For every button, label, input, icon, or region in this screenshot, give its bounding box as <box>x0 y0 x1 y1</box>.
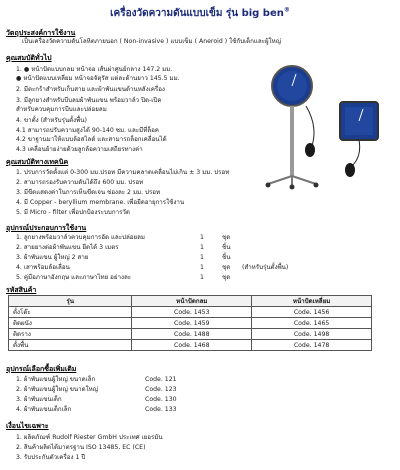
feature-item: 4.3 เคลื่อนย้ายง่ายด้วยลูกล้อความเสถียรทางค่า <box>16 146 143 153</box>
table-cell: ติดราง <box>9 329 132 340</box>
feature-item: 1. ● หน้าปัดแบบกลม หน้าจอ เส้นผ่าศูนย์กลาง 147.2 มม. <box>16 66 173 73</box>
technical-item: 5. มี Micro - filter เพื่อปกป้องระบบการวัด <box>16 209 130 216</box>
table-cell: Code. 1453 <box>132 307 252 318</box>
optional-label: 1. ผ้าพันแขนผู้ใหญ่ ขนาดเล็ก <box>16 376 96 383</box>
accessory-qty: 1 <box>200 254 204 261</box>
accessory-note: (สำหรับรุ่นตั้งพื้น) <box>242 264 289 271</box>
round-gauge-icon <box>266 66 319 190</box>
table-cell: Code. 1478 <box>252 340 372 351</box>
standard-item: 1. ผลิตภัณฑ์ Rudolf Riester GmbH ประเทศ เยอรมัน <box>16 434 163 441</box>
accessory-qty: 1 <box>200 264 204 271</box>
table-header-row <box>9 296 372 307</box>
table-cell: Code. 1488 <box>132 329 252 340</box>
table-cell: ตั้งพื้น <box>9 340 132 351</box>
standard-item: 2. สินค้าผลิตได้มาตรฐาน ISO 13485, EC (CE) <box>16 444 146 451</box>
feature-item: 4.2 ขาฐานมาให้แบบล้อสไลด์ และสามารถล็อกเคลื่อนได้ <box>16 136 167 143</box>
technical-item: 3. มีขีดแสดงค่าในการเห็นขีดเจน ช่องละ 2 มม. ปรอท <box>16 189 161 196</box>
feature-item: สำหรับควบคุมการบีบและปล่อยลม <box>16 106 107 113</box>
purpose-text: เป็นเครื่องวัดความดันโลหิตภายนอก ( Non-invasive ) แบบเข็ม ( Aneroid ) ใช้กับเด็กและผู้ใหญ่ <box>22 38 281 45</box>
table-row <box>9 318 372 329</box>
feature-item: 2. มีตะกร้าสำหรับเก็บสาย และผ้าพันแขนด้านหลังเครื่อง <box>16 86 165 93</box>
column-header: หน้าปัดกลม <box>132 296 252 307</box>
standards-heading: เงื่อนไขเฉพาะ <box>6 422 49 430</box>
table-cell: Code. 1459 <box>132 318 252 329</box>
product-codes-table <box>8 295 372 351</box>
table-row <box>9 340 372 351</box>
purpose-heading: วัตถุประสงค์การใช้งาน <box>6 29 76 37</box>
accessory-unit: ชิ้น <box>222 254 231 261</box>
feature-item: 4. ขาตั้ง (สำหรับรุ่นตั้งพื้น) <box>16 117 87 124</box>
technical-item: 2. สามารถรองรับความดันได้ถึง 600 มม. ปรอท <box>16 179 144 186</box>
accessory-label: 2. สายยางต่อผ้าพันแขน ยืดได้ 3 เมตร <box>16 244 119 251</box>
table-cell: Code. 1465 <box>252 318 372 329</box>
optional-code: Code. 121 <box>145 376 177 383</box>
accessory-qty: 1 <box>200 244 204 251</box>
accessories-heading: อุปกรณ์ประกอบการใช้งาน <box>6 224 87 232</box>
technical-heading: คุณสมบัติทางเทคนิค <box>6 158 69 166</box>
table-cell: Code. 1498 <box>252 329 372 340</box>
accessory-qty: 1 <box>200 274 204 281</box>
table-cell: ตั้งโต๊ะ <box>9 307 132 318</box>
optional-label: 4. ผ้าพันแขนเด็กเล็ก <box>16 406 72 413</box>
accessory-label: 4. เสาพร้อมล้อเลื่อน <box>16 264 70 271</box>
technical-item: 4. มี Copper - beryllium membrane. เพื่อยืดอายุการใช้งาน <box>16 199 185 206</box>
product-codes-heading: รหัสสินค้า <box>6 286 37 294</box>
accessory-unit: ชุด <box>222 264 231 271</box>
accessory-label: 3. ผ้าพันแขน ผู้ใหญ่ 2 สาย <box>16 254 89 261</box>
accessory-unit: ชุด <box>222 234 231 241</box>
sphygmomanometer-illustration <box>262 56 392 194</box>
table-cell: Code. 1468 <box>132 340 252 351</box>
feature-item: ● หน้าปัดแบบเหลี่ยม หน้าจอจัตุรัส แต่ละด้านยาว 145.5 มม. <box>16 75 180 82</box>
accessory-unit: ชุด <box>222 274 231 281</box>
optional-code: Code. 130 <box>145 396 177 403</box>
optional-label: 2. ผ้าพันแขนผู้ใหญ่ ขนาดใหญ่ <box>16 386 99 393</box>
feature-item: 3. มีลูกยางสำหรับบีบลมผ้าพันแขน พร้อมวาล์ว ปิด-เปิด <box>16 97 162 104</box>
accessory-label: 1. ลูกยางพร้อมวาล์วควบคุมการอัด และปล่อยลม <box>16 234 145 241</box>
accessory-qty: 1 <box>200 234 204 241</box>
standard-item: 3. รับประกันตัวเครื่อง 1 ปี <box>16 454 86 461</box>
column-header: หน้าปัดเหลี่ยม <box>252 296 372 307</box>
feature-item: 4.1 สามารถปรับความสูงได้ 90-140 ซม. และมีที่ล็อค <box>16 127 159 134</box>
table-row <box>9 307 372 318</box>
optional-code: Code. 123 <box>145 386 177 393</box>
accessory-label: 5. คู่มือภาษาอังกฤษ และภาษาไทย อย่างละ <box>16 274 132 281</box>
technical-item: 1. ปรบการวัดตั้งแต่ 0-300 มม.ปรอท มีความคลาดเคลื่อนไม่เกิน ± 3 มม. ปรอท <box>16 169 230 176</box>
table-cell: ติดผนัง <box>9 318 132 329</box>
column-header: รุ่น <box>9 296 132 307</box>
optional-label: 3. ผ้าพันแขนเด็ก <box>16 396 62 403</box>
features-heading: คุณสมบัติทั่วไป <box>6 54 52 62</box>
table-row <box>9 329 372 340</box>
page-title: เครื่องวัดความดันแบบเข็ม รุ่น big ben® <box>110 6 290 19</box>
square-gauge-icon <box>340 102 378 177</box>
optional-code: Code. 133 <box>145 406 177 413</box>
accessory-unit: ชิ้น <box>222 244 231 251</box>
table-cell: Code. 1456 <box>252 307 372 318</box>
optional-heading: อุปกรณ์เลือกซื้อเพิ่มเติม <box>6 365 77 373</box>
